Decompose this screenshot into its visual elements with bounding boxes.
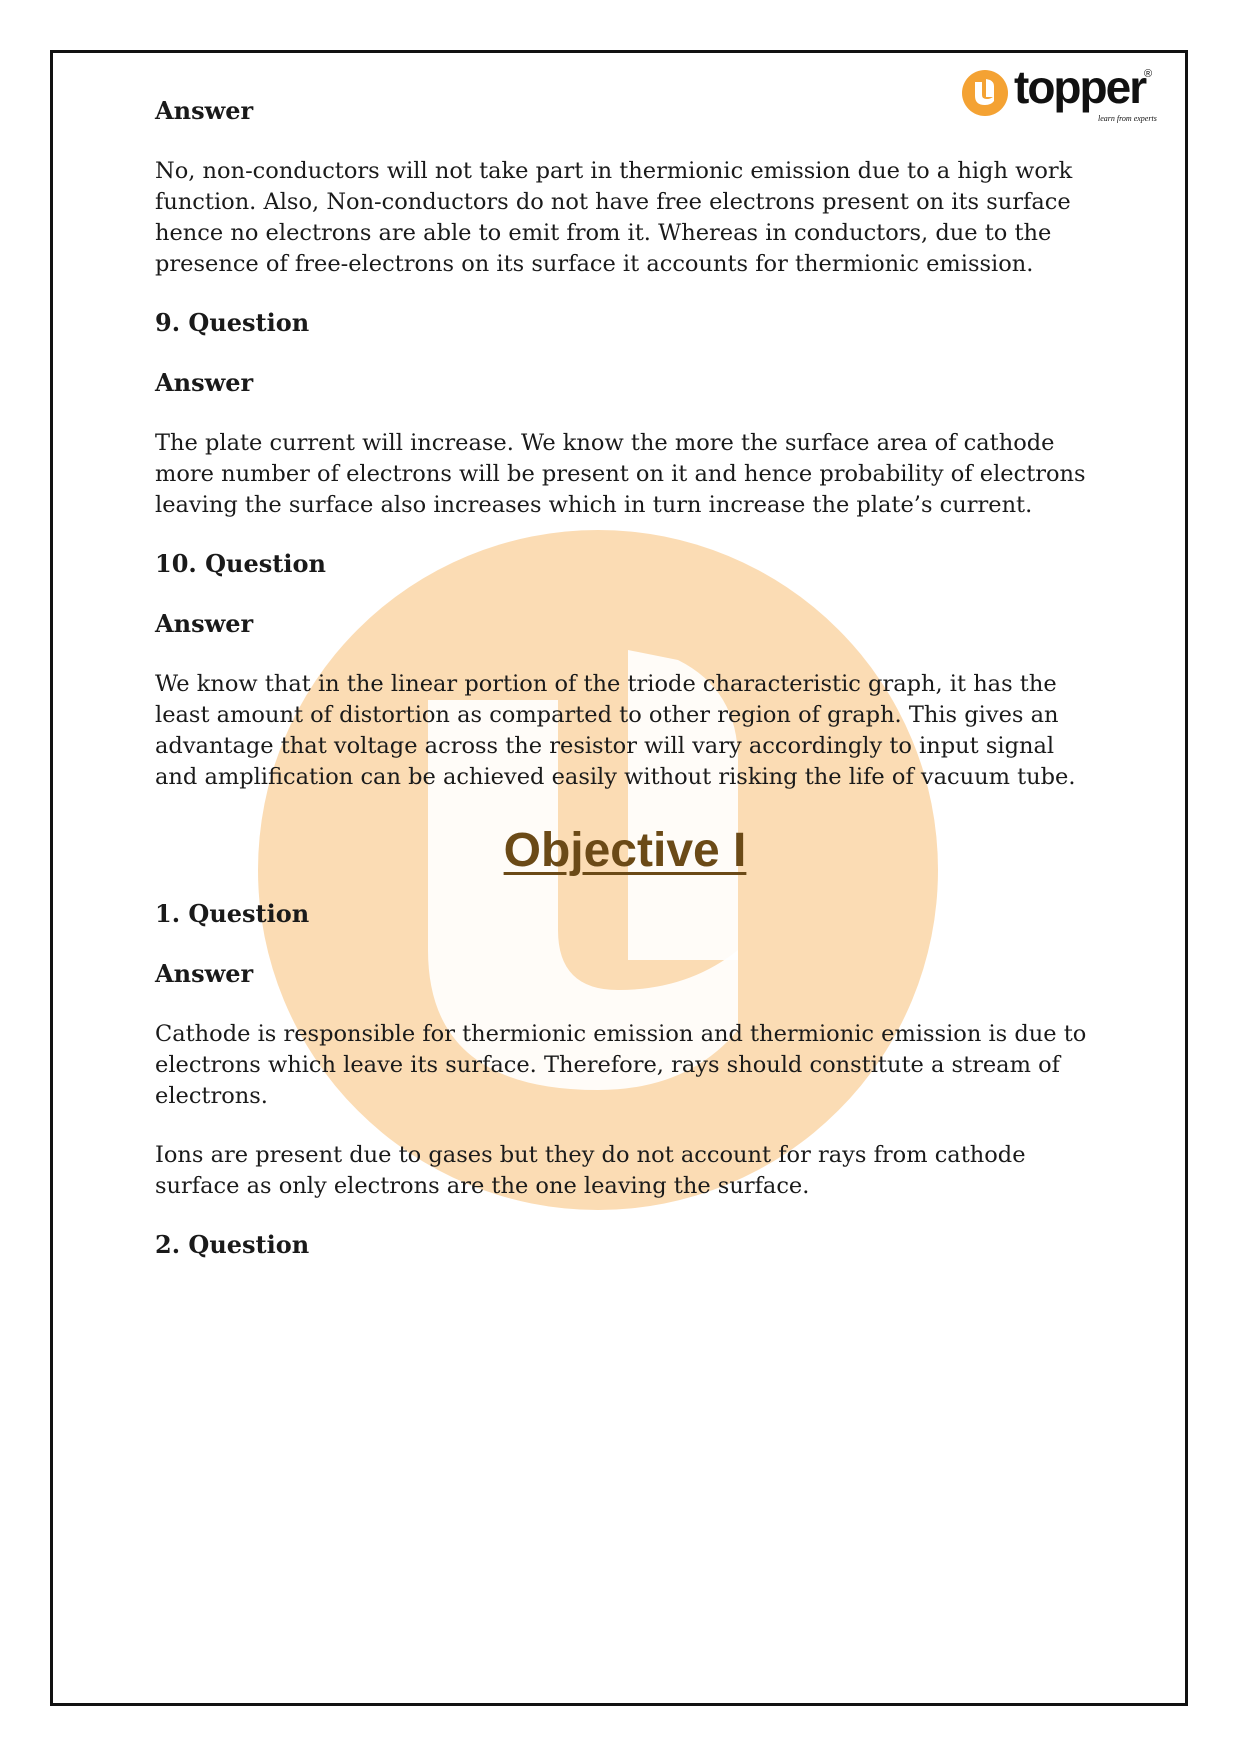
answer-heading: Answer bbox=[155, 368, 254, 397]
answer-paragraph: Ions are present due to gases but they do not account for rays from cathode surface as only electrons are the one leaving the surface. bbox=[155, 1142, 1026, 1199]
question-heading: 10. Question bbox=[155, 549, 326, 578]
question-heading: 9. Question bbox=[155, 308, 310, 337]
answer-paragraph: The plate current will increase. We know the more the surface area of cathode more number of electrons will be present on it and hence probability of electrons leaving the surface also increases which in turn increase the plate’s current. bbox=[155, 430, 1086, 518]
document-body bbox=[155, 96, 1095, 1290]
answer-heading: Answer bbox=[155, 96, 254, 125]
answer-paragraph: We know that in the linear portion of the triode characteristic graph, it has the least amount of distortion as comparted to other region of graph. This gives an advantage that voltage across the resistor will vary accordingly to input signal and amplification can be achieved easily without risking the life of vacuum tube. bbox=[155, 671, 1076, 790]
logo-wordmark: topper bbox=[1014, 61, 1146, 113]
question-heading: 2. Question bbox=[155, 1230, 310, 1259]
answer-paragraph: No, non-conductors will not take part in thermionic emission due to a high work function. Also, Non-conductors do not have free electrons present on its surface hence no electrons are able to emit from it. Whereas in conductors, due to the presence of free-electrons on its surface it accounts for thermionic emission. bbox=[155, 158, 1073, 277]
brand-logo bbox=[962, 61, 1162, 130]
answer-heading: Answer bbox=[155, 959, 254, 988]
utopper-badge-icon bbox=[962, 70, 1008, 116]
registered-mark: ® bbox=[1144, 68, 1153, 80]
section-title: Objective I bbox=[503, 824, 747, 877]
answer-paragraph: Cathode is responsible for thermionic emission and thermionic emission is due to electrons which leave its surface. Therefore, rays should constitute a stream of electrons. bbox=[155, 1021, 1087, 1109]
logo-tagline: learn from experts bbox=[1098, 114, 1157, 123]
question-heading: 1. Question bbox=[155, 899, 310, 928]
answer-heading: Answer bbox=[155, 609, 254, 638]
